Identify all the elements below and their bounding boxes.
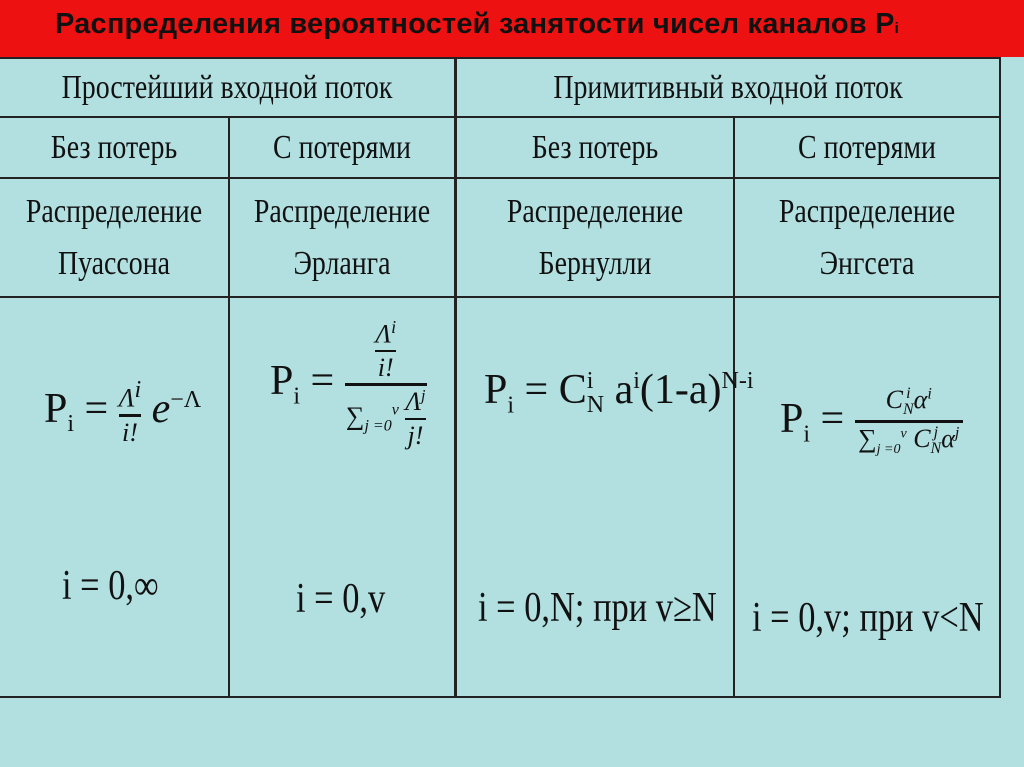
distribution-poisson <box>21 179 208 296</box>
distribution-name: Бернулли <box>538 244 652 282</box>
sum-lower: j =0 <box>876 442 901 458</box>
table-row-divider <box>0 296 1001 298</box>
symbol-i: i <box>67 411 75 438</box>
fraction <box>375 318 396 381</box>
symbol-eq: = <box>820 396 845 443</box>
denominator <box>345 388 427 449</box>
table-border-bottom <box>0 696 1001 698</box>
symbol-n: N <box>930 440 942 458</box>
title-subscript: i <box>894 20 899 37</box>
symbol-i: i <box>927 385 932 403</box>
symbol-j: j <box>954 424 960 442</box>
symbol-a: a <box>614 367 634 413</box>
denominator: i! <box>121 417 138 447</box>
distribution-label: Распределение <box>253 193 431 231</box>
subheader-no-losses: Без потерь <box>531 128 659 166</box>
title-text: Распределения вероятностей занятости чисел каналов P <box>55 8 895 40</box>
sum-upper: v <box>391 401 399 419</box>
header-simple-flow: Простейший входной поток <box>61 68 393 106</box>
symbol-lambda: Λ <box>405 387 422 417</box>
condition-erlang: i = 0,v <box>296 576 386 622</box>
denominator: i! <box>377 352 394 382</box>
symbol-alpha: α <box>913 385 928 414</box>
distribution-name: Эрланга <box>293 244 391 282</box>
table-col-divider <box>454 57 457 698</box>
symbol-eq: = <box>84 385 109 432</box>
distribution-label: Распределение <box>506 193 684 231</box>
symbol-i: i <box>633 368 640 394</box>
sum-upper: v <box>900 426 907 442</box>
distribution-label: Распределение <box>778 193 956 231</box>
distribution-name: Пуассона <box>57 244 171 282</box>
fraction-bar <box>855 420 963 423</box>
symbol-i: i <box>906 385 911 403</box>
symbol-n: N <box>903 401 914 419</box>
denominator <box>855 425 963 458</box>
symbol-p: P <box>484 367 508 413</box>
symbol-p: P <box>44 385 68 432</box>
numerator <box>405 388 425 415</box>
erlang-formula <box>270 318 427 449</box>
symbol-p: P <box>270 357 294 404</box>
symbol-i: i <box>293 383 301 410</box>
expression-tail: (1-a) <box>639 367 722 413</box>
fraction <box>855 386 963 458</box>
symbol-j: j <box>933 424 939 442</box>
bernoulli-formula <box>484 366 754 419</box>
symbol-i: i <box>391 317 397 337</box>
fraction <box>345 318 427 449</box>
distribution-label: Распределение <box>25 193 203 231</box>
subheader-no-losses: Без потерь <box>50 128 178 166</box>
table-col-divider <box>228 116 230 698</box>
symbol-sum: ∑ <box>858 424 877 454</box>
symbol-j: j <box>421 387 426 405</box>
symbol-n: N <box>586 392 605 419</box>
numerator <box>119 378 141 412</box>
numerator <box>855 386 963 418</box>
symbol-c: C <box>913 424 931 454</box>
condition-poisson: i = 0,∞ <box>62 563 159 609</box>
exponent: N-i <box>721 368 754 394</box>
denominator: j! <box>407 420 424 450</box>
fraction-bar <box>345 383 427 386</box>
fraction-bar <box>119 414 141 417</box>
fraction <box>119 378 141 446</box>
condition-engset: i = 0,v; при v<N <box>752 595 984 641</box>
header-primitive-flow: Примитивный входной поток <box>553 68 903 106</box>
symbol-eq: = <box>310 357 335 404</box>
symbol-sum: ∑ <box>345 401 365 431</box>
symbol-alpha: α <box>941 424 955 454</box>
exponent: −Λ <box>170 386 202 413</box>
numerator <box>345 318 427 381</box>
symbol-p: P <box>780 396 804 443</box>
symbol-lambda: Λ <box>118 383 135 413</box>
distribution-bernoulli <box>482 179 708 296</box>
table-border-right <box>999 57 1001 698</box>
engset-formula <box>780 386 963 458</box>
distribution-name: Энгсета <box>819 244 915 282</box>
distribution-erlang <box>250 179 434 296</box>
symbol-c: C <box>885 385 903 414</box>
poisson-formula <box>44 378 201 446</box>
symbol-lambda: Λ <box>375 319 392 349</box>
symbol-i: i <box>803 421 811 448</box>
numerator <box>375 318 396 348</box>
condition-bernoulli: i = 0,N; при v≥N <box>478 585 717 631</box>
sum-lower: j =0 <box>364 417 392 435</box>
symbol-i: i <box>134 377 142 403</box>
fraction <box>405 388 425 449</box>
symbol-c: C <box>558 367 587 413</box>
symbol-i: i <box>586 368 594 395</box>
symbol-e: e <box>151 385 171 432</box>
fraction-bar <box>375 350 396 352</box>
symbol-i: i <box>507 392 515 419</box>
subheader-with-losses: С потерями <box>798 128 936 166</box>
symbol-eq: = <box>524 367 549 413</box>
subheader-with-losses: С потерями <box>273 128 411 166</box>
fraction-bar <box>405 418 425 420</box>
distribution-engset <box>759 179 975 296</box>
